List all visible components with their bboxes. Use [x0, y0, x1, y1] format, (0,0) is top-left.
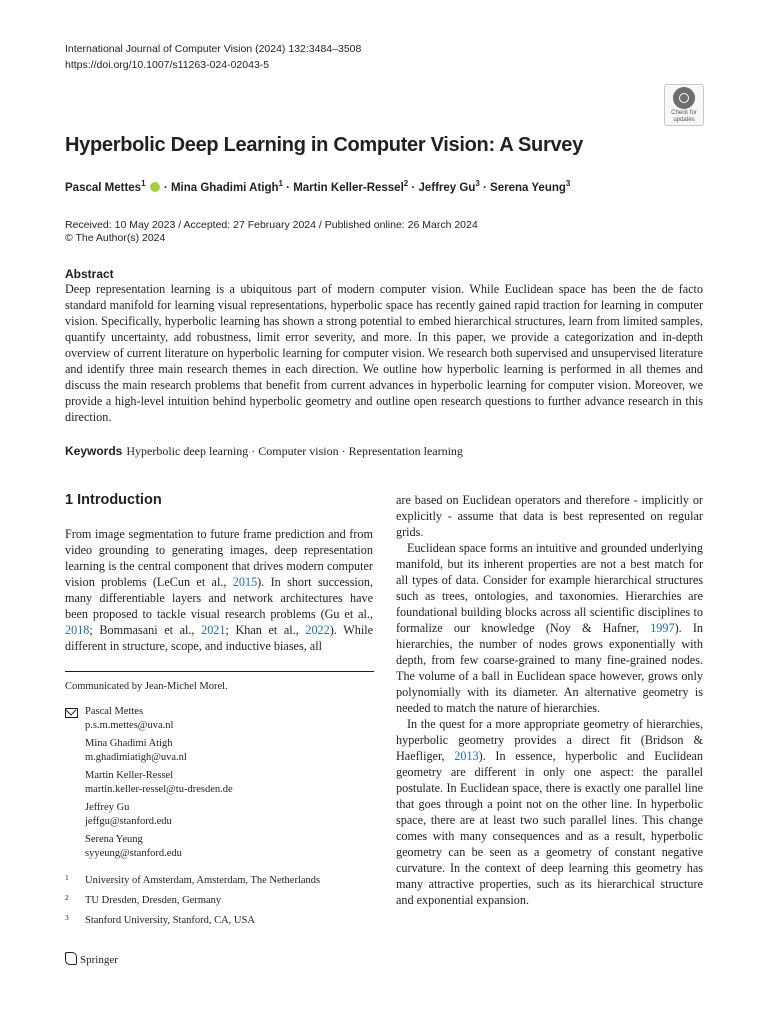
contact-name: Mina Ghadimi Atigh — [85, 738, 173, 749]
check-for-updates-badge[interactable] — [664, 84, 704, 126]
springer-logo-icon — [65, 952, 77, 965]
affiliation-number: 2 — [65, 893, 69, 902]
author-list — [65, 179, 570, 194]
badge-line2: updates — [673, 116, 695, 123]
footnote-divider — [65, 671, 374, 672]
contact-email[interactable]: syyeung@stanford.edu — [85, 847, 182, 859]
author-separator: · — [282, 181, 294, 194]
text-run: ). In hierarchies, the number of nodes grows exponentially with depth, from few coarse-grained to many fine-grained nodes. The volume of a ball in Euclidean space however, grows only polynomially with its diameter. An alternative geometry is needed to match the nature of hierarchies. — [396, 621, 703, 715]
citation-link[interactable]: 1997 — [650, 621, 675, 635]
text-run: ). In short succession, many differentiable layers and network architectures have been proposed to tackle visual research problems (Gu et al., — [65, 575, 373, 621]
affiliation-number: 3 — [65, 913, 69, 922]
author-affil-sup: 1 — [278, 179, 283, 188]
author-affil-sup: 2 — [403, 179, 409, 188]
author-separator: · — [408, 181, 419, 194]
author-name: Mina Ghadimi Atigh — [170, 181, 279, 194]
affiliation-number: 1 — [65, 873, 69, 882]
author-affil-sup: 1 — [141, 179, 146, 188]
affiliation-text: Stanford University, Stanford, CA, USA — [85, 915, 255, 926]
text-run: ). In essence, hyperbolic and Euclidean geometry are different in only one aspect: the parallel postulate. In Euclidean space, there is exactly one parallel line that goes through a point not on the other line. In hyperbolic space, there are at least two such parallel lines. This change comes with many consequences and as a result, hyperbolic geometry can be seen as a geometry of constant negative curvature. In the context of deep learning this geometry has many attractive properties, such as its hierarchical structure and exponential expansion. — [396, 749, 704, 907]
text-run: From image segmentation to future frame prediction and from video grounding to generating images, deep representation learning is the central component that drives modern computer vision problems (LeCun et al., — [65, 527, 373, 589]
contact-name: Martin Keller-Ressel — [85, 770, 174, 781]
communicated-by: Communicated by Jean-Michel Morel. — [65, 681, 228, 692]
abstract-heading: Abstract — [65, 267, 114, 281]
author-separator: · — [479, 181, 491, 194]
copyright-line: © The Author(s) 2024 — [65, 232, 166, 244]
page-footer — [65, 952, 118, 966]
author-name: Martin Keller-Ressel — [293, 181, 404, 194]
author-name: Pascal Mettes — [65, 181, 142, 194]
dates-line: Received: 10 May 2023 / Accepted: 27 February 2024 / Published online: 26 March 2024 — [65, 219, 478, 231]
contact-entry — [85, 833, 374, 860]
keywords-label: Keywords — [65, 444, 123, 458]
citation-link[interactable]: 2021 — [201, 623, 226, 637]
intro-left-column — [65, 526, 373, 654]
contact-entry — [85, 705, 374, 732]
text-run: In the quest for a more appropriate geometry of hierarchies, hyperbolic geometry provides a direct fit (Bridson & Haefliger, — [396, 717, 703, 763]
intro-paragraph-1-continued: are based on Euclidean operators and therefore - implicitly or explicitly - assume that data is best represented on regular grids. — [396, 493, 703, 539]
abstract-text: Deep representation learning is a ubiquitous part of modern computer vision. While Euclidean space has been the de facto standard manifold for learning visual representations, hyperbolic space has recently gained rapid traction for learning in computer vision. Specifically, hyperbolic learning has shown a strong potential to embed hierarchical structures, learn from limited samples, quantify uncertainty, add robustness, limit error severity, and more. In this paper, we provide a categorization and in-depth overview of current literature on hyperbolic learning for computer vision. We research both supervised and unsupervised literature and identify three main research themes in each direction. We outline how hyperbolic learning is performed in all themes and discuss the main research problems that benefit from current advances in hyperbolic learning for computer vision. Moreover, we provide a high-level intuition behind hyperbolic geometry and outline open research questions to further advance research in this direction. — [65, 282, 703, 424]
contact-entry — [85, 737, 374, 764]
author-separator: · — [160, 181, 171, 194]
section-heading — [65, 492, 162, 508]
affiliation-list — [65, 874, 374, 934]
contact-email[interactable]: jeffgu@stanford.edu — [85, 815, 172, 827]
intro-paragraph-3 — [396, 716, 703, 908]
affiliation-text: TU Dresden, Dresden, Germany — [85, 895, 222, 906]
contact-name: Jeffrey Gu — [85, 802, 130, 813]
author-name: Jeffrey Gu — [418, 181, 476, 194]
journal-header — [65, 41, 361, 73]
intro-paragraph-1 — [65, 526, 373, 654]
intro-paragraph-2 — [396, 540, 703, 716]
text-run: ; Bommasani et al., — [89, 623, 202, 637]
citation-link[interactable]: 2018 — [65, 623, 90, 637]
citation-link[interactable]: 2015 — [232, 575, 258, 589]
contact-list — [65, 705, 374, 865]
keywords — [65, 444, 463, 459]
text-run: ). While different in structure, scope, and inductive biases, all — [65, 623, 374, 653]
keywords-text: Hyperbolic deep learning · Computer vision · Representation learning — [126, 444, 463, 458]
publisher-name: Springer — [80, 954, 118, 966]
publication-dates — [65, 219, 478, 245]
contact-email[interactable]: p.s.m.mettes@uva.nl — [85, 719, 174, 731]
paper-title: Hyperbolic Deep Learning in Computer Vision: A Survey — [65, 134, 583, 156]
journal-citation: International Journal of Computer Vision (2024) 132:3484–3508 — [65, 43, 362, 55]
citation-link[interactable]: 2013 — [454, 749, 479, 763]
text-run: ; Khan et al., — [225, 623, 306, 637]
contact-entry — [85, 769, 374, 796]
author-affil-sup: 3 — [565, 179, 571, 188]
contact-name: Pascal Mettes — [85, 706, 144, 717]
contact-email[interactable]: m.ghadimiatigh@uva.nl — [85, 751, 187, 763]
affiliation-item — [65, 874, 374, 887]
check-updates-icon — [673, 87, 695, 109]
badge-line1: Check for — [671, 110, 697, 116]
section-title: Introduction — [77, 492, 162, 508]
affiliation-item — [65, 914, 374, 927]
affiliation-item — [65, 894, 374, 907]
contact-entry — [85, 801, 374, 828]
mail-icon — [65, 708, 78, 718]
author-name: Serena Yeung — [490, 181, 566, 194]
contact-name: Serena Yeung — [85, 834, 143, 845]
author-affil-sup: 3 — [475, 179, 480, 188]
affiliation-text: University of Amsterdam, Amsterdam, The Netherlands — [85, 875, 321, 886]
doi-link[interactable]: https://doi.org/10.1007/s11263-024-02043-5 — [65, 59, 270, 71]
intro-right-column — [396, 492, 703, 908]
citation-link[interactable]: 2022 — [305, 623, 330, 637]
text-run: Euclidean space forms an intuitive and grounded underlying manifold, but its inherent properties are not a best match for all types of data. Consider for example hierarchical structures such as trees, ontologies, and taxonomies. Hierarchies are foundational building blocks across all scientific disciplines to formalize our knowledge (Noy & Hafner, — [396, 541, 703, 635]
section-number: 1 — [65, 492, 74, 508]
contact-email[interactable]: martin.keller-ressel@tu-dresden.de — [85, 783, 233, 795]
orcid-icon[interactable] — [150, 182, 160, 192]
